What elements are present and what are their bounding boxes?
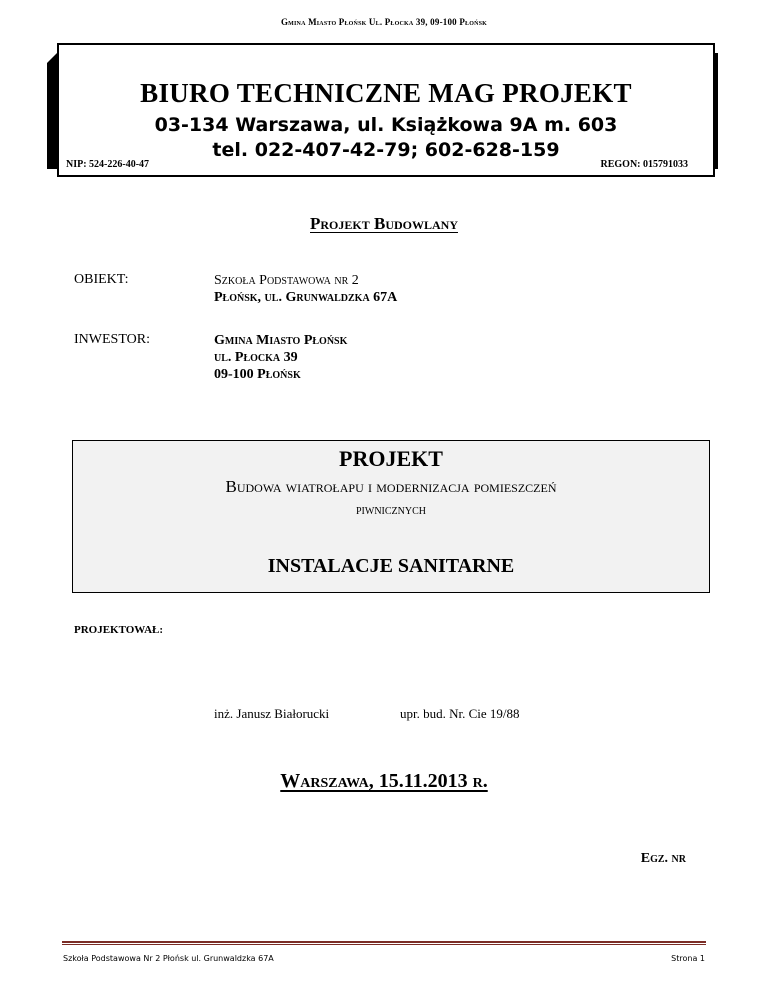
- investor-name: Gmina Miasto Płońsk: [214, 333, 348, 348]
- company-regon: REGON: 015791033: [600, 159, 688, 170]
- project-subtitle-line2: piwnicznych: [356, 503, 426, 518]
- object-label: OBIEKT:: [74, 272, 129, 287]
- copy-number-label: Egz. nr: [640, 851, 686, 866]
- designer-license: upr. bud. Nr. Cie 19/88: [400, 706, 520, 721]
- object-value: [214, 272, 397, 306]
- place-date: Warszawa, 15.11.2013 r.: [280, 770, 488, 792]
- designer-label: PROJEKTOWAŁ:: [74, 624, 164, 636]
- footer-address: Szkoła Podstawowa Nr 2 Płońsk ul. Grunwaldzka 67A: [63, 954, 274, 963]
- investor-label: INWESTOR:: [74, 332, 150, 347]
- footer-rule: [62, 941, 706, 943]
- document-type: Projekt Budowlany: [310, 214, 458, 233]
- investor-value: [214, 332, 347, 383]
- project-subtitle-line1: Budowa wiatrołapu i modernizacja pomieszczeń: [225, 477, 557, 496]
- company-address: 03-134 Warszawa, ul. Książkowa 9A m. 603: [154, 114, 618, 136]
- designer-name: inż. Janusz Białorucki: [214, 706, 330, 721]
- page-header: Gmina Miasto Płońsk Ul. Płocka 39, 09-100 Płońsk: [280, 17, 488, 27]
- footer-rule-thin: [62, 944, 706, 945]
- page-number: Strona 1: [671, 954, 705, 963]
- company-name: BIURO TECHNICZNE MAG PROJEKT: [140, 78, 632, 108]
- investor-street: ul. Płocka 39: [214, 350, 298, 365]
- project-section: INSTALACJE SANITARNE: [267, 555, 515, 577]
- investor-city: 09-100 Płońsk: [214, 367, 301, 382]
- company-contact: [57, 113, 715, 163]
- object-name: Szkoła Podstawowa nr 2: [214, 273, 359, 288]
- project-title: PROJEKT: [339, 446, 443, 471]
- object-address: Płońsk, ul. Grunwaldzka 67A: [214, 290, 398, 305]
- company-nip: NIP: 524-226-40-47: [66, 159, 150, 170]
- company-phone: tel. 022-407-42-79; 602-628-159: [212, 139, 560, 161]
